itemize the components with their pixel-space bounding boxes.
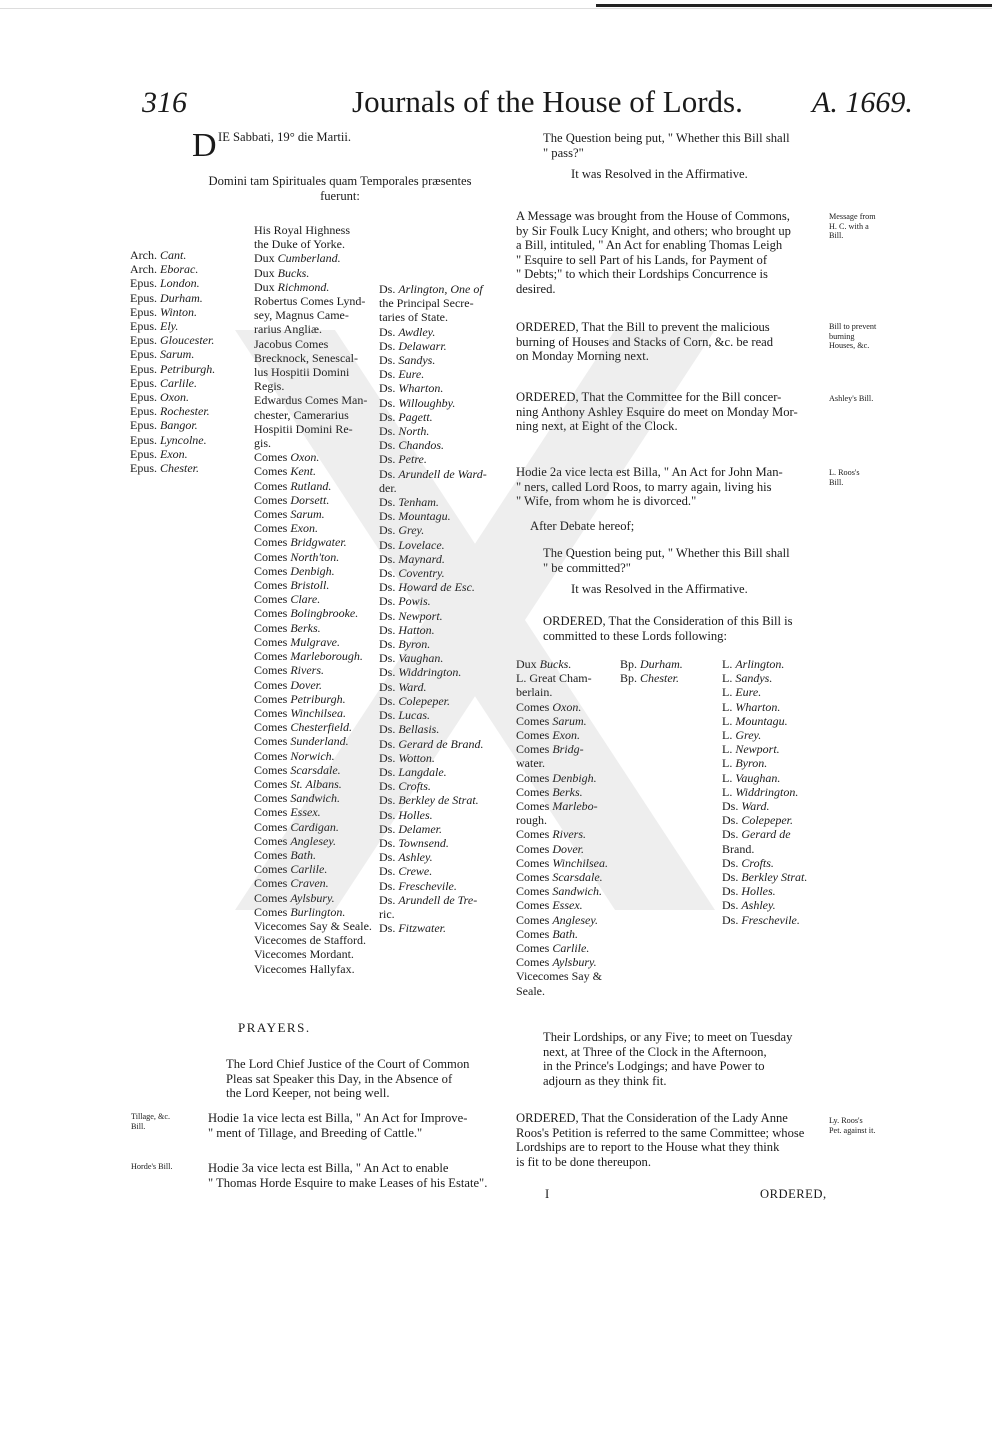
- list-entry: Comes Carlile.: [516, 941, 590, 956]
- temporal-lords-list: [254, 223, 372, 976]
- list-entry: Ds. Townsend.: [379, 835, 449, 850]
- list-entry: Comes Winchilsea.: [516, 855, 609, 870]
- list-entry: L. Newport.: [722, 742, 780, 757]
- list-entry: Comes St. Albans.: [254, 776, 342, 791]
- list-entry: Ds. Gerard de Brand.: [379, 736, 484, 751]
- catchword: ORDERED,: [760, 1187, 827, 1201]
- list-entry: Comes Aylsbury.: [516, 955, 597, 970]
- list-entry: Comes Sunderland.: [254, 734, 349, 749]
- list-entry: Epus. Sarum.: [130, 347, 195, 362]
- tillage-paragraph: [208, 1111, 467, 1140]
- ashley-margin-note: Ashley's Bill.: [829, 394, 874, 403]
- list-entry: Robertus Comes Lynd-: [254, 294, 366, 309]
- list-entry: Comes Essex.: [254, 805, 321, 820]
- list-entry: Bp. Durham.: [620, 657, 683, 671]
- question-committed: [543, 546, 790, 575]
- text-line: by Sir Foulk Lucy Knight, and others; who brought up: [516, 223, 791, 238]
- margin-line: Bill.: [131, 1121, 146, 1131]
- list-entry: Dux Richmond.: [254, 279, 330, 294]
- list-entry: Comes Scarsdale.: [254, 762, 341, 777]
- list-entry: Epus. London.: [130, 276, 200, 291]
- list-entry: Ds. Coventry.: [379, 566, 445, 581]
- list-entry: Ds. Howard de Esc.: [379, 580, 475, 595]
- text-line: " Esquire to sell Part of his Lands, for Payment of: [516, 252, 768, 267]
- margin-line: Bill.: [829, 477, 844, 487]
- text-line: Their Lordships, or any Five; to meet on Tuesday: [543, 1030, 793, 1044]
- list-entry: Comes Bridgwater.: [254, 535, 347, 550]
- list-entry: Ds. Ashley.: [722, 898, 776, 913]
- text-line: The Question being put, " Whether this Bill shall: [543, 131, 790, 145]
- list-entry: Comes Mulgrave.: [254, 634, 340, 649]
- list-entry: Comes Dover.: [254, 677, 323, 692]
- list-entry: Vicecomes Say &: [516, 969, 602, 984]
- list-entry: Brecknock, Senescal-: [254, 350, 358, 365]
- list-entry: sey, Magnus Came-: [254, 308, 349, 323]
- list-entry: Comes Bristoll.: [254, 578, 330, 593]
- text-line: " ment of Tillage, and Breeding of Cattle.": [208, 1125, 423, 1140]
- list-entry: Comes Sandwich.: [516, 884, 603, 899]
- list-entry: Ds. Ward.: [722, 799, 770, 814]
- text-line: ning Anthony Ashley Esquire do meet on Monday Mor-: [516, 404, 798, 419]
- page-year: A. 1669.: [812, 86, 913, 119]
- list-entry: Jacobus Comes: [254, 336, 329, 351]
- list-entry: Comes Aylsbury.: [254, 890, 335, 905]
- text-line: committed to these Lords following:: [543, 628, 727, 643]
- top-bar: [596, 4, 992, 7]
- list-entry: Ds. Petre.: [379, 452, 427, 467]
- list-entry: Edwardus Comes Man-: [254, 393, 368, 408]
- die-heading: IE Sabbati, 19° die Martii.: [218, 130, 352, 144]
- text-line: Lordships are to report to the House what they think: [516, 1140, 780, 1155]
- list-entry: Ds. Vaughan.: [379, 651, 444, 666]
- list-entry: Epus. Petriburgh.: [130, 361, 216, 376]
- list-entry: Ds. Wotton.: [379, 750, 435, 765]
- burning-margin-note: [829, 322, 876, 351]
- list-entry: Ds. Arundell de Ward-: [379, 466, 487, 481]
- list-entry: Ds. Arlington, One of: [379, 282, 483, 296]
- lordships-paragraph: [543, 1030, 792, 1088]
- list-entry: Comes Essex.: [516, 898, 583, 913]
- list-entry: Comes Scarsdale.: [516, 870, 603, 885]
- list-entry: Epus. Durham.: [130, 290, 203, 305]
- burning-paragraph: [516, 320, 773, 364]
- list-entry: Dux Bucks.: [254, 265, 310, 280]
- question-pass: [543, 131, 790, 160]
- committee-order: [543, 614, 793, 643]
- after-debate: After Debate hereof;: [530, 519, 635, 533]
- list-entry: Comes Dorsett.: [254, 492, 330, 507]
- text-line: the Lord Keeper, not being well.: [226, 1086, 390, 1101]
- text-line: " ners, called Lord Roos, to marry again, living his: [516, 479, 772, 494]
- list-entry: Comes Sarum.: [516, 713, 587, 728]
- list-entry: Comes Sandwich.: [254, 791, 341, 806]
- margin-line: H. C. with a: [829, 221, 869, 231]
- list-entry: Comes Rutland.: [254, 478, 332, 493]
- list-entry: Comes Dover.: [516, 841, 585, 856]
- text-line: A Message was brought from the House of Commons,: [516, 209, 790, 223]
- speaker-paragraph: [226, 1057, 469, 1101]
- list-entry: Comes Bridg-: [516, 742, 584, 757]
- text-line: " Debts;" to which their Lordships Concurrence is: [516, 267, 768, 282]
- text-line: next, at Three of the Clock in the Afternoon,: [543, 1044, 767, 1059]
- barons-list: [379, 282, 487, 935]
- text-line: Hodie 1a vice lecta est Billa, " An Act for Improve-: [208, 1111, 468, 1125]
- list-entry: Ds. Willoughby.: [379, 395, 456, 410]
- drop-cap: D: [192, 127, 217, 164]
- list-entry: Ds. Widdrington.: [379, 665, 462, 680]
- list-entry: Comes Bolingbrooke.: [254, 606, 359, 621]
- list-entry: Comes Exon.: [254, 521, 318, 536]
- list-entry: Comes Exon.: [516, 728, 580, 743]
- text-line: " Thomas Horde Esquire to make Leases of his Estate".: [208, 1175, 488, 1190]
- anne-roos-margin-note: [829, 1116, 875, 1135]
- text-line: in the Prince's Lodgings; and have Power to: [543, 1059, 765, 1074]
- margin-line: Bill to prevent: [829, 322, 877, 331]
- list-entry: Regis.: [254, 379, 285, 394]
- list-entry: L. Arlington.: [722, 657, 785, 671]
- list-entry: Ds. Ashley.: [379, 850, 433, 865]
- list-entry: Ds. Gerard de: [722, 827, 791, 842]
- list-entry: Comes Carlile.: [254, 862, 328, 877]
- list-entry: Comes Berks.: [516, 784, 583, 799]
- list-entry: rough.: [516, 813, 547, 828]
- list-entry: Arch. Cant.: [130, 248, 187, 262]
- resolved-pass: It was Resolved in the Affirmative.: [571, 167, 748, 181]
- list-entry: Ds. Holles.: [722, 884, 776, 899]
- list-entry: Comes Norwich.: [254, 748, 335, 763]
- margin-line: Tillage, &c.: [131, 1112, 171, 1121]
- list-entry: Epus. Chester.: [130, 461, 199, 476]
- text-line: " Wife, from whom he is divorced.": [516, 494, 697, 509]
- list-entry: Ds. Eure.: [379, 367, 425, 382]
- list-entry: Ds. Tenham.: [379, 495, 439, 510]
- list-entry: Hospitii Domini Re-: [254, 421, 353, 436]
- text-line: " pass?": [543, 145, 584, 160]
- text-line: ORDERED, That the Bill to prevent the malicious: [516, 320, 770, 334]
- text-line: on Monday Morning next.: [516, 349, 649, 364]
- signature-mark: I: [545, 1187, 550, 1201]
- list-entry: Comes Denbigh.: [516, 770, 597, 785]
- list-entry: the Principal Secre-: [379, 296, 474, 311]
- text-line: Pleas sat Speaker this Day, in the Absence of: [226, 1071, 453, 1086]
- margin-line: Houses, &c.: [829, 341, 870, 351]
- margin-line: Pet. against it.: [829, 1125, 876, 1135]
- list-entry: Ds. Langdale.: [379, 764, 447, 779]
- list-entry: Epus. Ely.: [130, 319, 179, 334]
- list-entry: Comes Anglesey.: [516, 912, 598, 927]
- text-line: The Lord Chief Justice of the Court of Common: [226, 1057, 470, 1071]
- page-number: 316: [142, 86, 187, 119]
- text-line: burning of Houses and Stacks of Corn, &c. be read: [516, 334, 774, 349]
- list-entry: ric.: [379, 906, 395, 921]
- list-entry: Vicecomes Say & Seale.: [254, 918, 372, 933]
- spiritual-lords-list: [130, 248, 215, 475]
- text-line: Roos's Petition is referred to the same Committee; whose: [516, 1125, 805, 1140]
- list-entry: Bp. Chester.: [620, 671, 680, 686]
- list-entry: L. Mountagu.: [722, 713, 788, 728]
- list-entry: Comes Cardigan.: [254, 819, 339, 834]
- message-margin-note: [829, 212, 876, 241]
- list-entry: Ds. Wharton.: [379, 381, 444, 396]
- list-entry: Epus. Bangor.: [130, 418, 198, 433]
- list-entry: der.: [379, 480, 397, 495]
- list-entry: water.: [516, 756, 545, 771]
- text-line: desired.: [516, 281, 556, 296]
- text-line: Hodie 3a vice lecta est Billa, " An Act to enable: [208, 1161, 449, 1175]
- list-entry: Vicecomes de Stafford.: [254, 933, 367, 948]
- top-rule: [0, 8, 992, 9]
- list-entry: Ds. Arundell de Tre-: [379, 892, 478, 907]
- list-entry: Ds. Berkley de Strat.: [379, 793, 479, 808]
- prayers-heading: PRAYERS.: [238, 1020, 311, 1035]
- list-entry: Comes Denbigh.: [254, 563, 335, 578]
- list-entry: Ds. Mountagu.: [379, 509, 451, 524]
- committee-column-1: [516, 657, 608, 998]
- list-entry: berlain.: [516, 685, 553, 700]
- list-entry: Comes Clare.: [254, 592, 321, 607]
- list-entry: chester, Camerarius: [254, 407, 349, 422]
- list-entry: Ds. Powis.: [379, 594, 431, 609]
- list-entry: Comes Bath.: [254, 847, 317, 862]
- list-entry: Comes Burlington.: [254, 904, 346, 919]
- list-entry: Epus. Oxon.: [130, 390, 189, 405]
- list-entry: Dux Cumberland.: [254, 251, 341, 266]
- list-entry: Comes Kent.: [254, 464, 317, 479]
- list-entry: Comes Oxon.: [254, 450, 320, 465]
- margin-line: L. Roos's: [829, 468, 860, 477]
- page-title: Journals of the House of Lords.: [352, 84, 743, 119]
- list-entry: Ds. Newport.: [379, 608, 443, 623]
- list-entry: Ds. Grey.: [379, 523, 425, 538]
- committee-column-2: [620, 657, 683, 685]
- horde-margin-note: Horde's Bill.: [131, 1162, 173, 1171]
- list-entry: Ds. Colepeper.: [379, 693, 450, 708]
- list-entry: Ds. Colepeper.: [722, 813, 793, 828]
- list-entry: Epus. Rochester.: [130, 404, 210, 419]
- list-entry: L. Eure.: [722, 685, 762, 700]
- list-entry: Ds. Freschevile.: [379, 878, 457, 893]
- list-entry: Ds. Ward.: [379, 679, 427, 694]
- list-entry: Comes Petriburgh.: [254, 691, 346, 706]
- ashley-paragraph: [516, 390, 798, 434]
- list-entry: Ds. Crofts.: [722, 855, 774, 870]
- message-paragraph: [516, 209, 791, 297]
- list-entry: Epus. Lyncolne.: [130, 432, 207, 447]
- list-entry: the Duke of Yorke.: [254, 237, 345, 252]
- committee-column-3: [722, 657, 807, 927]
- list-entry: Ds. Pagett.: [379, 409, 433, 424]
- list-entry: Comes Anglesey.: [254, 833, 336, 848]
- list-entry: Comes Sarum.: [254, 507, 325, 522]
- list-entry: taries of State.: [379, 310, 448, 325]
- text-line: ORDERED, That the Consideration of the Lady Anne: [516, 1111, 788, 1125]
- list-entry: Ds. Lucas.: [379, 708, 431, 723]
- text-line: ning next, at Eight of the Clock.: [516, 419, 678, 434]
- list-entry: Ds. Freschevile.: [722, 912, 800, 927]
- list-entry: Ds. Sandys.: [379, 353, 436, 368]
- list-entry: Ds. North.: [379, 424, 430, 439]
- list-entry: Comes Winchilsea.: [254, 705, 347, 720]
- roos-margin-note: [829, 468, 860, 487]
- list-entry: Arch. Eborac.: [130, 262, 199, 277]
- resolved-committed: It was Resolved in the Affirmative.: [571, 582, 748, 596]
- list-entry: Epus. Exon.: [130, 446, 188, 461]
- list-entry: His Royal Highness: [254, 223, 350, 237]
- horde-paragraph: [208, 1161, 487, 1190]
- text-line: The Question being put, " Whether this Bill shall: [543, 546, 790, 560]
- text-line: adjourn as they think fit.: [543, 1073, 667, 1088]
- list-entry: Comes Chesterfield.: [254, 720, 353, 735]
- list-entry: L. Byron.: [722, 756, 768, 771]
- list-entry: Ds. Delawarr.: [379, 338, 447, 353]
- list-entry: Vicecomes Mordant.: [254, 947, 354, 962]
- list-entry: lus Hospitii Domini: [254, 365, 350, 380]
- list-entry: L. Widdrington.: [722, 784, 799, 799]
- list-entry: Comes Craven.: [254, 876, 329, 891]
- list-entry: rarius Angliæ.: [254, 322, 322, 337]
- list-entry: Ds. Crofts.: [379, 779, 431, 794]
- list-entry: L. Sandys.: [722, 671, 773, 686]
- list-entry: Comes Berks.: [254, 620, 321, 635]
- text-line: is fit to be done thereupon.: [516, 1154, 652, 1169]
- list-entry: Comes Marlebo-: [516, 799, 598, 814]
- anne-roos-paragraph: [516, 1111, 804, 1169]
- list-entry: L. Wharton.: [722, 699, 781, 714]
- tillage-margin-note: [131, 1112, 170, 1131]
- text-line: a Bill, intituled, " An Act for enabling Thomas Leigh: [516, 238, 783, 253]
- list-entry: Brand.: [722, 841, 755, 856]
- list-entry: Ds. Fitzwater.: [379, 921, 447, 936]
- list-entry: L. Great Cham-: [516, 671, 592, 686]
- list-entry: Ds. Hatton.: [379, 622, 435, 637]
- list-entry: Comes Oxon.: [516, 699, 582, 714]
- list-entry: Ds. Berkley Strat.: [722, 870, 808, 885]
- list-entry: Seale.: [516, 983, 545, 998]
- text-line: ORDERED, That the Committee for the Bill concer-: [516, 390, 782, 404]
- list-entry: gis.: [254, 436, 272, 451]
- list-entry: Comes Rivers.: [516, 827, 586, 842]
- list-entry: Ds. Maynard.: [379, 551, 445, 566]
- list-entry: Comes North'ton.: [254, 549, 340, 564]
- list-entry: Ds. Bellasis.: [379, 722, 440, 737]
- margin-line: Message from: [829, 212, 876, 221]
- margin-line: Bill.: [829, 231, 844, 241]
- list-entry: Ds. Byron.: [379, 637, 431, 652]
- margin-line: Ly. Roos's: [829, 1116, 863, 1125]
- text-line: " be committed?": [543, 560, 631, 575]
- list-entry: Epus. Winton.: [130, 304, 198, 319]
- list-entry: Epus. Gloucester.: [130, 333, 215, 348]
- list-entry: Ds. Chandos.: [379, 438, 445, 453]
- margin-line: burning: [829, 331, 855, 341]
- list-entry: Ds. Awdley.: [379, 324, 436, 339]
- list-entry: Comes Bath.: [516, 926, 579, 941]
- list-entry: Epus. Carlile.: [130, 375, 198, 390]
- list-entry: Vicecomes Hallyfax.: [254, 961, 355, 976]
- text-line: ORDERED, That the Consideration of this Bill is: [543, 614, 793, 628]
- roos-paragraph: [516, 465, 783, 509]
- list-entry: L. Vaughan.: [722, 770, 781, 785]
- list-entry: Comes Marleborough.: [254, 649, 363, 664]
- list-entry: Ds. Holles.: [379, 807, 433, 822]
- list-entry: Ds. Lovelace.: [379, 537, 445, 552]
- text-line: Hodie 2a vice lecta est Billa, " An Act for John Man-: [516, 465, 783, 479]
- domini-heading: Domini tam Spirituales quam Temporales præsentes fuerunt:: [208, 174, 472, 203]
- list-entry: Ds. Crewe.: [379, 864, 433, 879]
- list-entry: Dux Bucks.: [516, 657, 572, 671]
- list-entry: Ds. Delamer.: [379, 821, 443, 836]
- list-entry: Comes Rivers.: [254, 663, 324, 678]
- list-entry: L. Grey.: [722, 728, 762, 743]
